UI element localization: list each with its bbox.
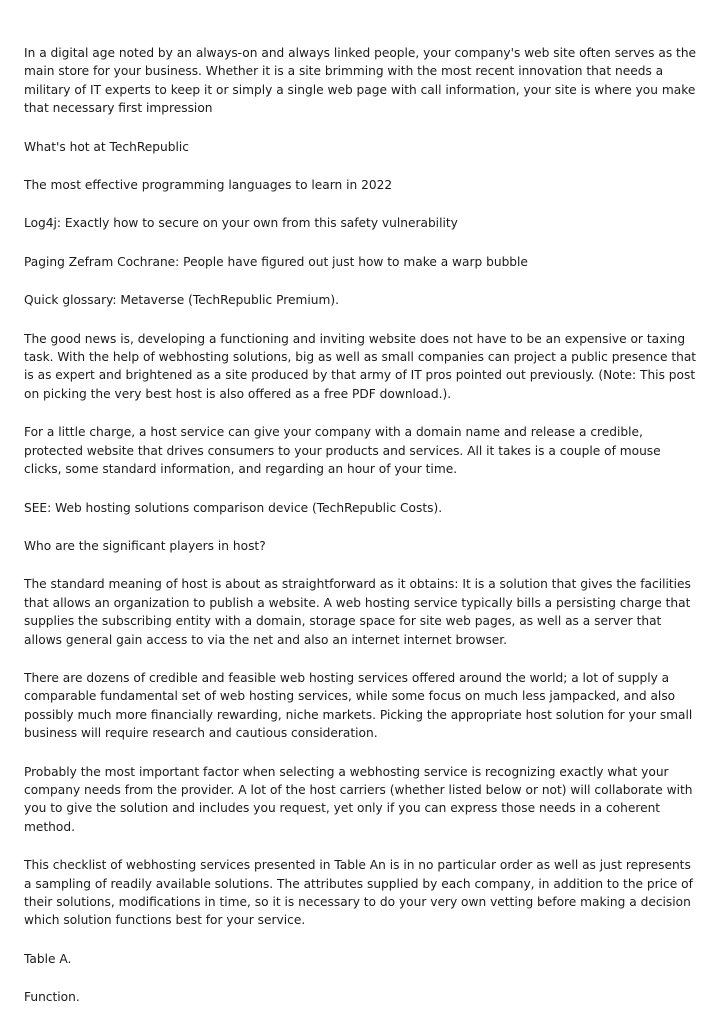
whats-hot-heading: What's hot at TechRepublic [24,139,189,154]
body-paragraph-little-charge: For a little charge, a host service can give your company with a domain name and release a credible, protected website that drives consumers to your products and services. All it takes is a couple of mouse clicks, some standard information, and regarding an hour of your time. [24,425,661,477]
body-paragraph-checklist: This checklist of webhosting services presented in Table An is in no particular order as well as just represents a sampling of readily available solutions. The attributes supplied by each company, in addition to the price of their solutions, modifications in time, so it is necessary to do your very own vetting before making a decision which solution functions best for your service. [24,858,693,928]
body-paragraph-dozens-of-services: There are dozens of credible and feasible web hosting services offered around the world; a lot of supply a comparable fundamental set of web hosting services, while some focus on much less jampacked, and also possibly much more financially rewarding, niche markets. Picking the appropriate host solution for your small business will require research and cautious consideration. [24,670,693,741]
section-heading-major-players: Who are the significant players in host? [24,538,266,553]
body-paragraph-definition: The standard meaning of host is about as straightforward as it obtains: It is a solution that gives the facilities that allows an organization to publish a website. A web hosting service typically bills a persisting charge that supplies the subscribing entity with a domain, storage space for site web pages, as well as a server that allows general gain access to via the net and also an internet internet browser. [24,577,691,647]
body-paragraph-important-factor: Probably the most important factor when selecting a webhosting service is recognizing exactly what your company needs from the provider. A lot of the host carriers (whether listed below or not) will collaborate with you to give the solution and includes you request, yet only if you can express those needs in a coherent method. [24,764,693,834]
table-label: Table A. [24,951,72,966]
see-also-comparison-tool: SEE: Web hosting solutions comparison device (TechRepublic Costs). [24,500,443,515]
related-link-warp-bubble: Paging Zefram Cochrane: People have figured out just how to make a warp bubble [24,254,528,269]
body-paragraph-good-news: The good news is, developing a functioning and inviting website does not have to be an expensive or taxing task. With the help of webhosting solutions, big as well as small companies can project a public presence that is as expert and brightened as a site produced by that army of IT pros pointed out previously. (Note: This post on picking the very best host is also offered as a free PDF download.). [24,331,697,401]
related-link-log4j: Log4j: Exactly how to secure on your own from this safety vulnerability [24,216,458,231]
intro-paragraph: In a digital age noted by an always-on and always linked people, your company's web site often serves as the main store for your business. Whether it is a site brimming with the most recent innovation that needs a military of IT experts to keep it or simply a single web page with call information, your site is where you make that necessary first impression [24,46,697,116]
article-body [24,44,700,1027]
table-column-function: Function. [24,990,80,1005]
related-link-programming-languages: The most effective programming languages to learn in 2022 [24,178,393,193]
related-link-metaverse-glossary: Quick glossary: Metaverse (TechRepublic Premium). [24,293,339,308]
